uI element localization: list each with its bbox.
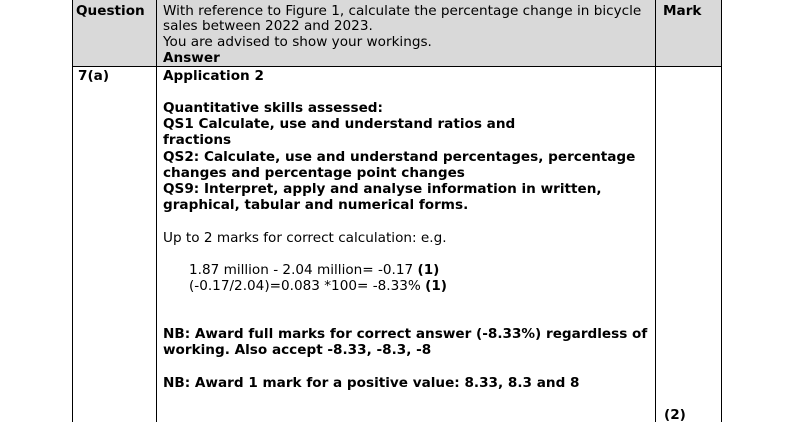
answer-label: Answer: [163, 50, 220, 66]
header-bottom-border: [72, 66, 722, 67]
question-number: 7(a): [78, 68, 110, 84]
calculation-mark: (1): [425, 278, 448, 294]
calculation-mark: (1): [417, 262, 440, 278]
qs-line: QS2: Calculate, use and understand percentages, percentage: [163, 149, 636, 165]
qs-line: fractions: [163, 132, 232, 148]
question-stem-line: sales between 2022 and 2023.: [163, 18, 373, 34]
question-stem-line: You are advised to show your workings.: [163, 34, 432, 50]
marks-total: (2): [664, 407, 686, 423]
table-left-border: [72, 0, 73, 422]
nb-positive-value: NB: Award 1 mark for a positive value: 8.33, 8.3 and 8: [163, 375, 580, 391]
qs-heading: Quantitative skills assessed:: [163, 100, 383, 116]
qs-line: graphical, tabular and numerical forms.: [163, 197, 469, 213]
question-stem-line: With reference to Figure 1, calculate the percentage change in bicycle: [163, 3, 642, 19]
calculation-line: [189, 278, 447, 294]
table-right-border: [721, 0, 722, 422]
qs-line: changes and percentage point changes: [163, 165, 465, 181]
calculation-line: [189, 262, 439, 278]
question-column-header: Question: [76, 3, 145, 19]
assessment-objective: Application 2: [163, 68, 264, 84]
nb-full-marks: working. Also accept -8.33, -8.3, -8: [163, 342, 432, 358]
qs-line: QS9: Interpret, apply and analyse information in written,: [163, 181, 602, 197]
qs-line: QS1 Calculate, use and understand ratios and: [163, 116, 516, 132]
column-divider-1: [156, 0, 157, 422]
calculation-text: 1.87 million - 2.04 million= -0.17: [189, 262, 418, 278]
column-divider-2: [655, 0, 656, 422]
mark-column-header: Mark: [663, 3, 702, 19]
marks-intro: Up to 2 marks for correct calculation: e.g.: [163, 230, 447, 246]
calculation-text: (-0.17/2.04)=0.083 *100= -8.33%: [189, 278, 426, 294]
nb-full-marks: NB: Award full marks for correct answer (-8.33%) regardless of: [163, 326, 648, 342]
